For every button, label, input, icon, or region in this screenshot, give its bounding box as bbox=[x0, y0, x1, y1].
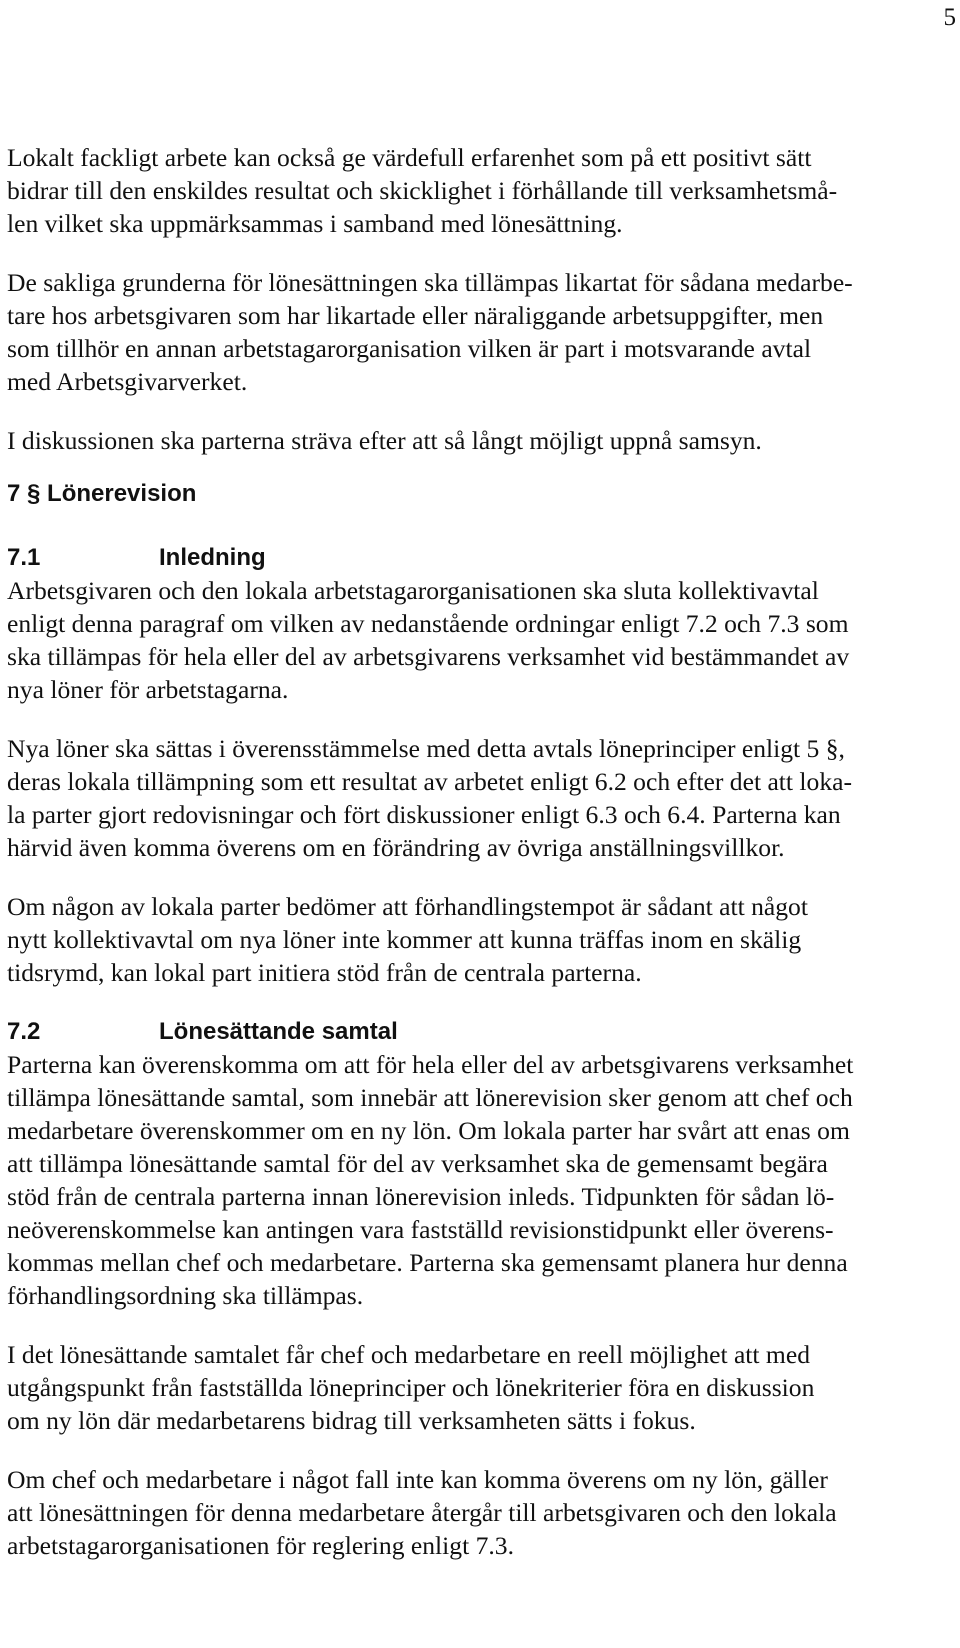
section-heading-7: 7 § Lönerevision bbox=[7, 480, 197, 507]
paragraph-7-2-no-agreement: Om chef och medarbetare i något fall inte kan komma överens om ny lön, gäller att lönesättningen för denna medarbetare återgår till arbetsgivaren och den lokala arbetstagarorganisationen för reglering enligt 7.3. bbox=[7, 1465, 837, 1560]
page-number: 5 bbox=[943, 4, 956, 31]
subsection-heading-7-2 bbox=[7, 1015, 960, 1048]
subsection-number: 7.2 bbox=[7, 1018, 41, 1045]
paragraph-7-2-real-opportunity: I det lönesättande samtalet får chef och medarbetare en reell möjlighet att med utgångspunkt från fastställda löneprinciper och lönekriterier föra en diskussion om ny lön där medarbetarens bidrag till verksamheten sätts i fokus. bbox=[7, 1340, 815, 1435]
subsection-title: Inledning bbox=[159, 544, 266, 571]
paragraph-7-1-collective-agreement: Arbetsgivaren och den lokala arbetstagarorganisationen ska sluta kollektivavtal enligt denna paragraf om vilken av nedanstående ordningar enligt 7.2 och 7.3 som ska tillämpas för hela eller del av arbetsgivarens verksamhet vid bestämmandet av nya löner för arbetstagarna. bbox=[7, 576, 850, 704]
paragraph-local-union-work: Lokalt fackligt arbete kan också ge värdefull erfarenhet som på ett positivt sätt bidrar till den enskildes resultat och skicklighet i förhållande till verksamhetsmå- len vilket ska uppmärksammas i samband med lönesättning. bbox=[7, 143, 838, 238]
paragraph-objective-grounds: De sakliga grunderna för lönesättningen ska tillämpas likartat för sådana medarbe- tare hos arbetsgivaren som har likartade eller näraliggande arbetsuppgifter, men som tillhör en annan arbetstagarorganisation vilken är part i motsvarande avtal med Arbetsgivarverket. bbox=[7, 268, 853, 396]
paragraph-7-1-negotiation-pace: Om någon av lokala parter bedömer att förhandlingstempot är sådant att något nytt kollektivavtal om nya löner inte kommer att kunna träffas inom en skälig tidsrymd, kan lokal part initiera stöd från de centrala parterna. bbox=[7, 892, 808, 987]
paragraph-discussion: I diskussionen ska parterna sträva efter att så långt möjligt uppnå samsyn. bbox=[7, 426, 762, 455]
subsection-heading-7-1 bbox=[7, 541, 960, 574]
paragraph-7-1-new-salaries: Nya löner ska sättas i överensstämmelse med detta avtals löneprinciper enligt 5 §, deras lokala tillämpning som ett resultat av arbetet enligt 6.2 och efter det att loka- la parter gjort redovisningar och fört diskussioner enligt 6.3 och 6.4. Parterna kan härvid även komma överens om en förändring av övriga anställningsvillkor. bbox=[7, 734, 853, 862]
subsection-title: Lönesättande samtal bbox=[159, 1018, 398, 1045]
subsection-number: 7.1 bbox=[7, 544, 41, 571]
paragraph-7-2-salary-dialogue: Parterna kan överenskomma om att för hela eller del av arbetsgivarens verksamhet tillämpa lönesättande samtal, som innebär att lönerevision sker genom att chef och medarbetare överenskommer om en ny lön. Om lokala parter har svårt att enas om att tillämpa lönesättande samtal för del av verksamhet ska de gemensamt begära stöd från de centrala parterna innan lönerevision inleds. Tidpunkten för sådan lö- neöverenskommelse kan antingen vara fastställd revisionstidpunkt eller överens- kommas mellan chef och medarbetare. Parterna ska gemensamt planera hur denna förhandlingsordning ska tillämpas. bbox=[7, 1050, 854, 1310]
